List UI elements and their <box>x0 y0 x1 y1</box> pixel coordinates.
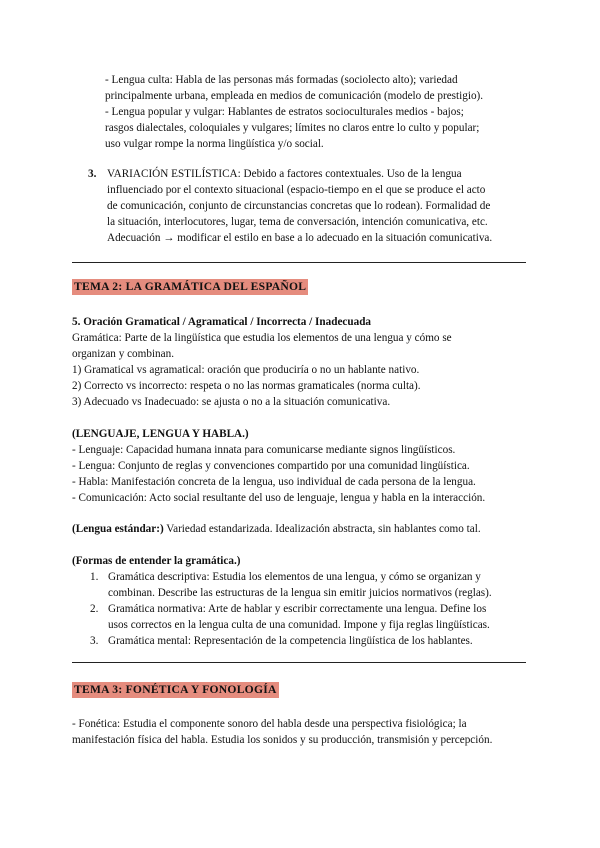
text-line: la situación, interlocutores, lugar, tema de conversación, intención comunicativa, etc. <box>107 216 488 228</box>
section-heading: TEMA 3: FONÉTICA Y FONOLOGÍA <box>74 683 277 696</box>
text-line: 1) Gramatical vs agramatical: oración que produciría o no un hablante nativo. <box>72 364 420 376</box>
text-line: - Lengua culta: Habla de las personas más formadas (sociolecto alto); variedad <box>105 74 458 86</box>
lengua-popular-paragraph <box>105 104 535 152</box>
text-line: - Lengua popular y vulgar: Hablantes de estratos socioculturales medios - bajos; <box>105 106 464 118</box>
section-divider <box>72 662 526 663</box>
tema2-heading <box>72 279 308 295</box>
subsection-title: (Formas de entender la gramática.) <box>72 555 241 567</box>
formas-list <box>90 569 540 649</box>
list-item <box>90 601 540 633</box>
formas-section <box>72 553 542 569</box>
variacion-estilistica-item <box>88 166 538 246</box>
text-line: manifestación física del habla. Estudia los sonidos y su producción, transmisión y percepción. <box>72 734 493 746</box>
fonetica-paragraph <box>72 716 542 748</box>
term-definition: Variedad estandarizada. Idealización abstracta, sin hablantes como tal. <box>163 523 481 535</box>
text-line: - Habla: Manifestación concreta de la lengua, uso individual de cada persona de la lengua. <box>72 476 476 488</box>
tema3-heading <box>72 682 279 698</box>
text-line: usos correctos en la lengua culta de una comunidad. Impone y fija reglas lingüísticas. <box>108 619 490 631</box>
text-line: organizan y combinan. <box>72 348 175 360</box>
text-line: 2) Correcto vs incorrecto: respeta o no las normas gramaticales (norma culta). <box>72 380 421 392</box>
section-heading: TEMA 2: LA GRAMÁTICA DEL ESPAÑOL <box>74 280 307 293</box>
list-item <box>90 569 540 601</box>
section-divider <box>72 262 526 263</box>
text-line: influenciado por el contexto situacional (espacio-tiempo en el que se produce el acto <box>107 184 486 196</box>
text-line: VARIACIÓN ESTILÍSTICA: Debido a factores contextuales. Uso de la lengua <box>107 168 462 180</box>
text-line: - Lengua: Conjunto de reglas y convenciones compartido por una comunidad lingüística. <box>72 460 470 472</box>
list-number: 3. <box>90 635 99 647</box>
text-line: Gramática descriptiva: Estudia los elementos de una lengua, y cómo se organizan y <box>108 571 481 583</box>
text-line: - Fonética: Estudia el componente sonoro del habla desde una perspectiva fisiológica; la <box>72 718 467 730</box>
text-line: - Comunicación: Acto social resultante del uso de lenguaje, lengua y habla en la interacción. <box>72 492 486 504</box>
text-line: Gramática mental: Representación de la competencia lingüística de los hablantes. <box>108 635 473 647</box>
list-number: 2. <box>90 603 99 615</box>
text-line: Gramática normativa: Arte de hablar y escribir correctamente una lengua. Define los <box>108 603 487 615</box>
list-number: 1. <box>90 571 99 583</box>
subsection-title: 5. Oración Gramatical / Agramatical / Incorrecta / Inadecuada <box>72 316 372 328</box>
list-number: 3. <box>88 168 97 180</box>
lengua-estandar-line <box>72 521 542 537</box>
lenguaje-section <box>72 426 532 506</box>
oracion-section <box>72 314 532 410</box>
text-line: principalmente urbana, empleada en medios de comunicación (modelo de prestigio). <box>105 90 484 102</box>
term-label: (Lengua estándar:) <box>72 523 164 535</box>
text-line: de comunicación, conjunto de circunstancias concretas que lo rodean). Formalidad de <box>107 200 491 212</box>
text-line: combinan. Describe las estructuras de la lengua sin emitir juicios normativos (reglas). <box>108 587 492 599</box>
lengua-culta-paragraph <box>105 72 535 104</box>
text-line: - Lenguaje: Capacidad humana innata para comunicarse mediante signos lingüísticos. <box>72 444 456 456</box>
list-item <box>90 633 540 649</box>
subsection-title: (LENGUAJE, LENGUA Y HABLA.) <box>72 428 249 440</box>
text-line: uso vulgar rompe la norma lingüística y/o social. <box>105 138 324 150</box>
text-line: rasgos dialectales, coloquiales y vulgares; límites no claros entre lo culto y popular; <box>105 122 480 134</box>
text-line: Gramática: Parte de la lingüística que estudia los elementos de una lengua y cómo se <box>72 332 452 344</box>
text-line: Adecuación → modificar el estilo en base a lo adecuado en la situación comunicativa. <box>107 232 493 244</box>
text-line: 3) Adecuado vs Inadecuado: se ajusta o no a la situación comunicativa. <box>72 396 391 408</box>
